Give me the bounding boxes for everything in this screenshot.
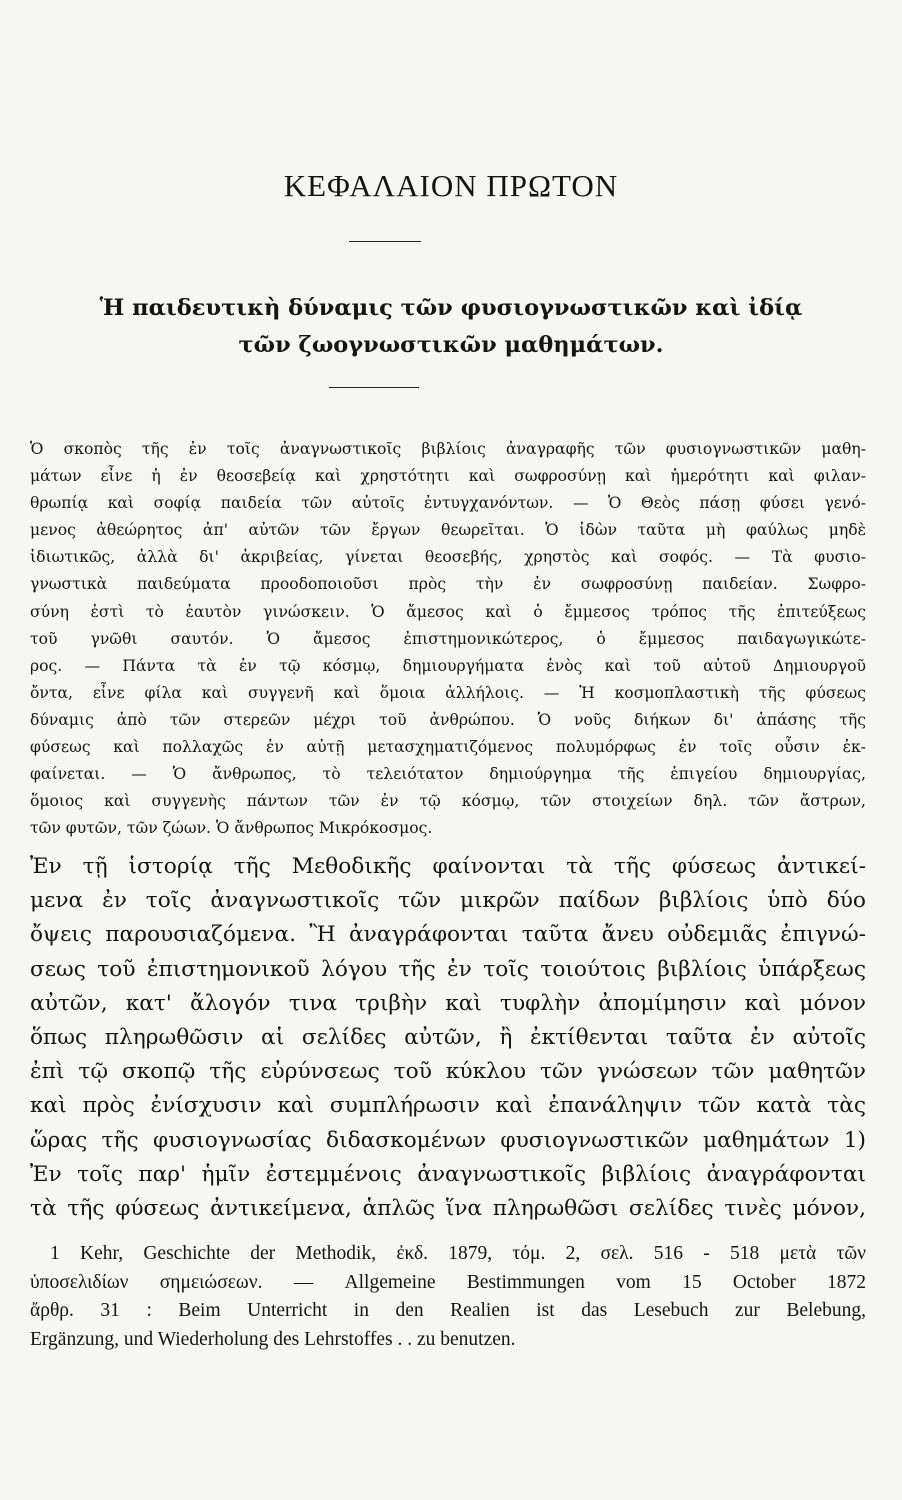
abstract-line: ρος. — Πάντα τὰ ἐν τῷ κόσμῳ, δημιουργήματα ἑνὸς καὶ τοῦ αὐτοῦ Δημιουργοῦ [30, 656, 866, 675]
body-paragraph [30, 850, 866, 1226]
abstract-line: μάτων εἶνε ἡ ἐν θεοσεβείᾳ καὶ χρηστότητι καὶ σωφροσύνῃ καὶ ἡμερότητι καὶ φιλαν- [30, 467, 866, 486]
abstract-line: Ὁ σκοπὸς τῆς ἐν τοῖς ἀναγνωστικοῖς βιβλίοις ἀναγραφῆς τῶν φυσιογνωστικῶν μαθη- [30, 440, 866, 458]
abstract-line: γνωστικὰ παιδεύματα προοδοποιοῦσι πρὸς τὴν ἐν σωφροσύνῃ παιδείαν. Σωφρο- [30, 575, 866, 594]
chapter-heading: ΚΕΦΑΛΑΙΟΝ ΠΡΩΤΟΝ [283, 168, 619, 203]
subtitle-rule [329, 387, 419, 388]
subtitle-line-1: Ἡ παιδευτικὴ δύναμις τῶν φυσιογνωστικῶν καὶ ἰδίᾳ [99, 295, 803, 321]
abstract-line: ἰδιωτικῶς, ἀλλὰ δι' ἀκριβείας, γίνεται θεοσεβής, χρηστὸς καὶ σοφός. — Τὰ φυσιο- [30, 548, 866, 567]
body-line: μενα ἐν τοῖς ἀναγνωστικοῖς τῶν μικρῶν παίδων βιβλίοις ὑπὸ δύο [30, 888, 866, 914]
body-line: ὄψεις παρουσιαζόμενα. Ἢ ἀναγράφονται ταῦτα ἄνευ οὐδεμιᾶς ἐπιγνώ- [30, 922, 866, 948]
body-line: ὥρας τῆς φυσιογνωσίας διδασκομένων φυσιογνωστικῶν μαθημάτων 1) [30, 1127, 866, 1153]
abstract-line: θρωπίᾳ καὶ σοφίᾳ παιδεία τῶν αὐτοῖς ἐντυγχανόντων. — Ὁ Θεὸς πάσῃ φύσει γενό- [30, 494, 866, 513]
heading-rule [349, 241, 421, 242]
abstract-line: τῶν φυτῶν, τῶν ζώων. Ὁ ἄνθρωπος Μικρόκοσμος. [30, 819, 433, 838]
body-line: ἐπὶ τῷ σκοπῷ τῆς εὐρύνσεως τοῦ κύκλου τῶν γνώσεων τῶν μαθητῶν [30, 1059, 866, 1085]
footnote-line: Ergänzung, und Wiederholung des Lehrstoffes . . zu benutzen. [30, 1328, 516, 1350]
chapter-abstract [30, 436, 866, 842]
footnote [30, 1240, 866, 1354]
abstract-line: δύναμις ἀπὸ τῶν στερεῶν μέχρι τοῦ ἀνθρώπου. Ὁ νοῦς διήκων δι' ἁπάσης τῆς [30, 710, 866, 729]
abstract-line: σύνη ἐστὶ τὸ ἑαυτὸν γινώσκειν. Ὁ ἄμεσος καὶ ὁ ἔμμεσος τρόπος τῆς ἐπιτεύξεως [30, 602, 866, 621]
body-line: καὶ πρὸς ἐνίσχυσιν καὶ συμπλήρωσιν καὶ ἐπανάληψιν τῶν κατὰ τὰς [30, 1093, 866, 1119]
body-line: Ἐν τῇ ἱστορίᾳ τῆς Μεθοδικῆς φαίνονται τὰ τῆς φύσεως ἀντικεί- [30, 854, 866, 879]
chapter-subtitle [80, 290, 822, 364]
footnote-line: 1 Kehr, Geschichte der Methodik, ἐκδ. 1879, τόμ. 2, σελ. 516 - 518 μετὰ τῶν [50, 1243, 866, 1264]
body-line: Ἐν τοῖς παρ' ἡμῖν ἐστεμμένοις ἀναγνωστικοῖς βιβλίοις ἀναγράφονται [30, 1161, 866, 1187]
abstract-line: ὄντα, εἶνε φίλα καὶ συγγενῆ καὶ ὅμοια ἀλλήλοις. — Ἡ κοσμοπλαστικὴ τῆς φύσεως [30, 683, 866, 702]
body-line: ὅπως πληρωθῶσιν αἱ σελίδες αὐτῶν, ἢ ἐκτίθενται ταῦτα ἐν αὐτοῖς [30, 1024, 866, 1050]
body-line: τὰ τῆς φύσεως ἀντικείμενα, ἁπλῶς ἵνα πληρωθῶσι σελίδες τινὲς μόνον, [30, 1195, 866, 1221]
abstract-line: φαίνεται. — Ὁ ἄνθρωπος, τὸ τελειότατον δημιούργημα τῆς ἐπιγείου δημιουργίας, [30, 765, 866, 784]
abstract-line: φύσεως καὶ πολλαχῶς ἐν αὐτῇ μετασχηματιζόμενος πολυμόρφως ἐν τοῖς οὖσιν ἐκ- [30, 738, 866, 757]
footnote-line: ὑποσελιδίων σημειώσεων. — Allgemeine Bestimmungen vom 15 October 1872 [30, 1271, 866, 1293]
abstract-line: ὅμοιος καὶ συγγενὴς πάντων τῶν ἐν τῷ κόσμῳ, τῶν στοιχείων δηλ. τῶν ἄστρων, [30, 792, 866, 811]
footnote-line: ἄρθρ. 31 : Beim Unterricht in den Realien ist das Lesebuch zur Belebung, [30, 1300, 866, 1321]
body-line: αὐτῶν, κατ' ἄλογόν τινα τριβὴν καὶ τυφλὴν ἀπομίμησιν καὶ μόνον [30, 990, 866, 1016]
subtitle-line-2: τῶν ζωογνωστικῶν μαθημάτων. [238, 332, 664, 358]
body-line: σεως τοῦ ἐπιστημονικοῦ λόγου τῆς ἐν τοῖς τοιούτοις βιβλίοις ὑπάρξεως [30, 956, 866, 982]
abstract-line: μενος ἀθεώρητος ἀπ' αὐτῶν τῶν ἔργων θεωρεῖται. Ὁ ἰδὼν ταῦτα μὴ φαύλως μηδὲ [30, 521, 866, 540]
abstract-line: τοῦ γνῶθι σαυτόν. Ὁ ἄμεσος ἐπιστημονικώτερος, ὁ ἔμμεσος παιδαγωγικώτε- [30, 629, 866, 648]
